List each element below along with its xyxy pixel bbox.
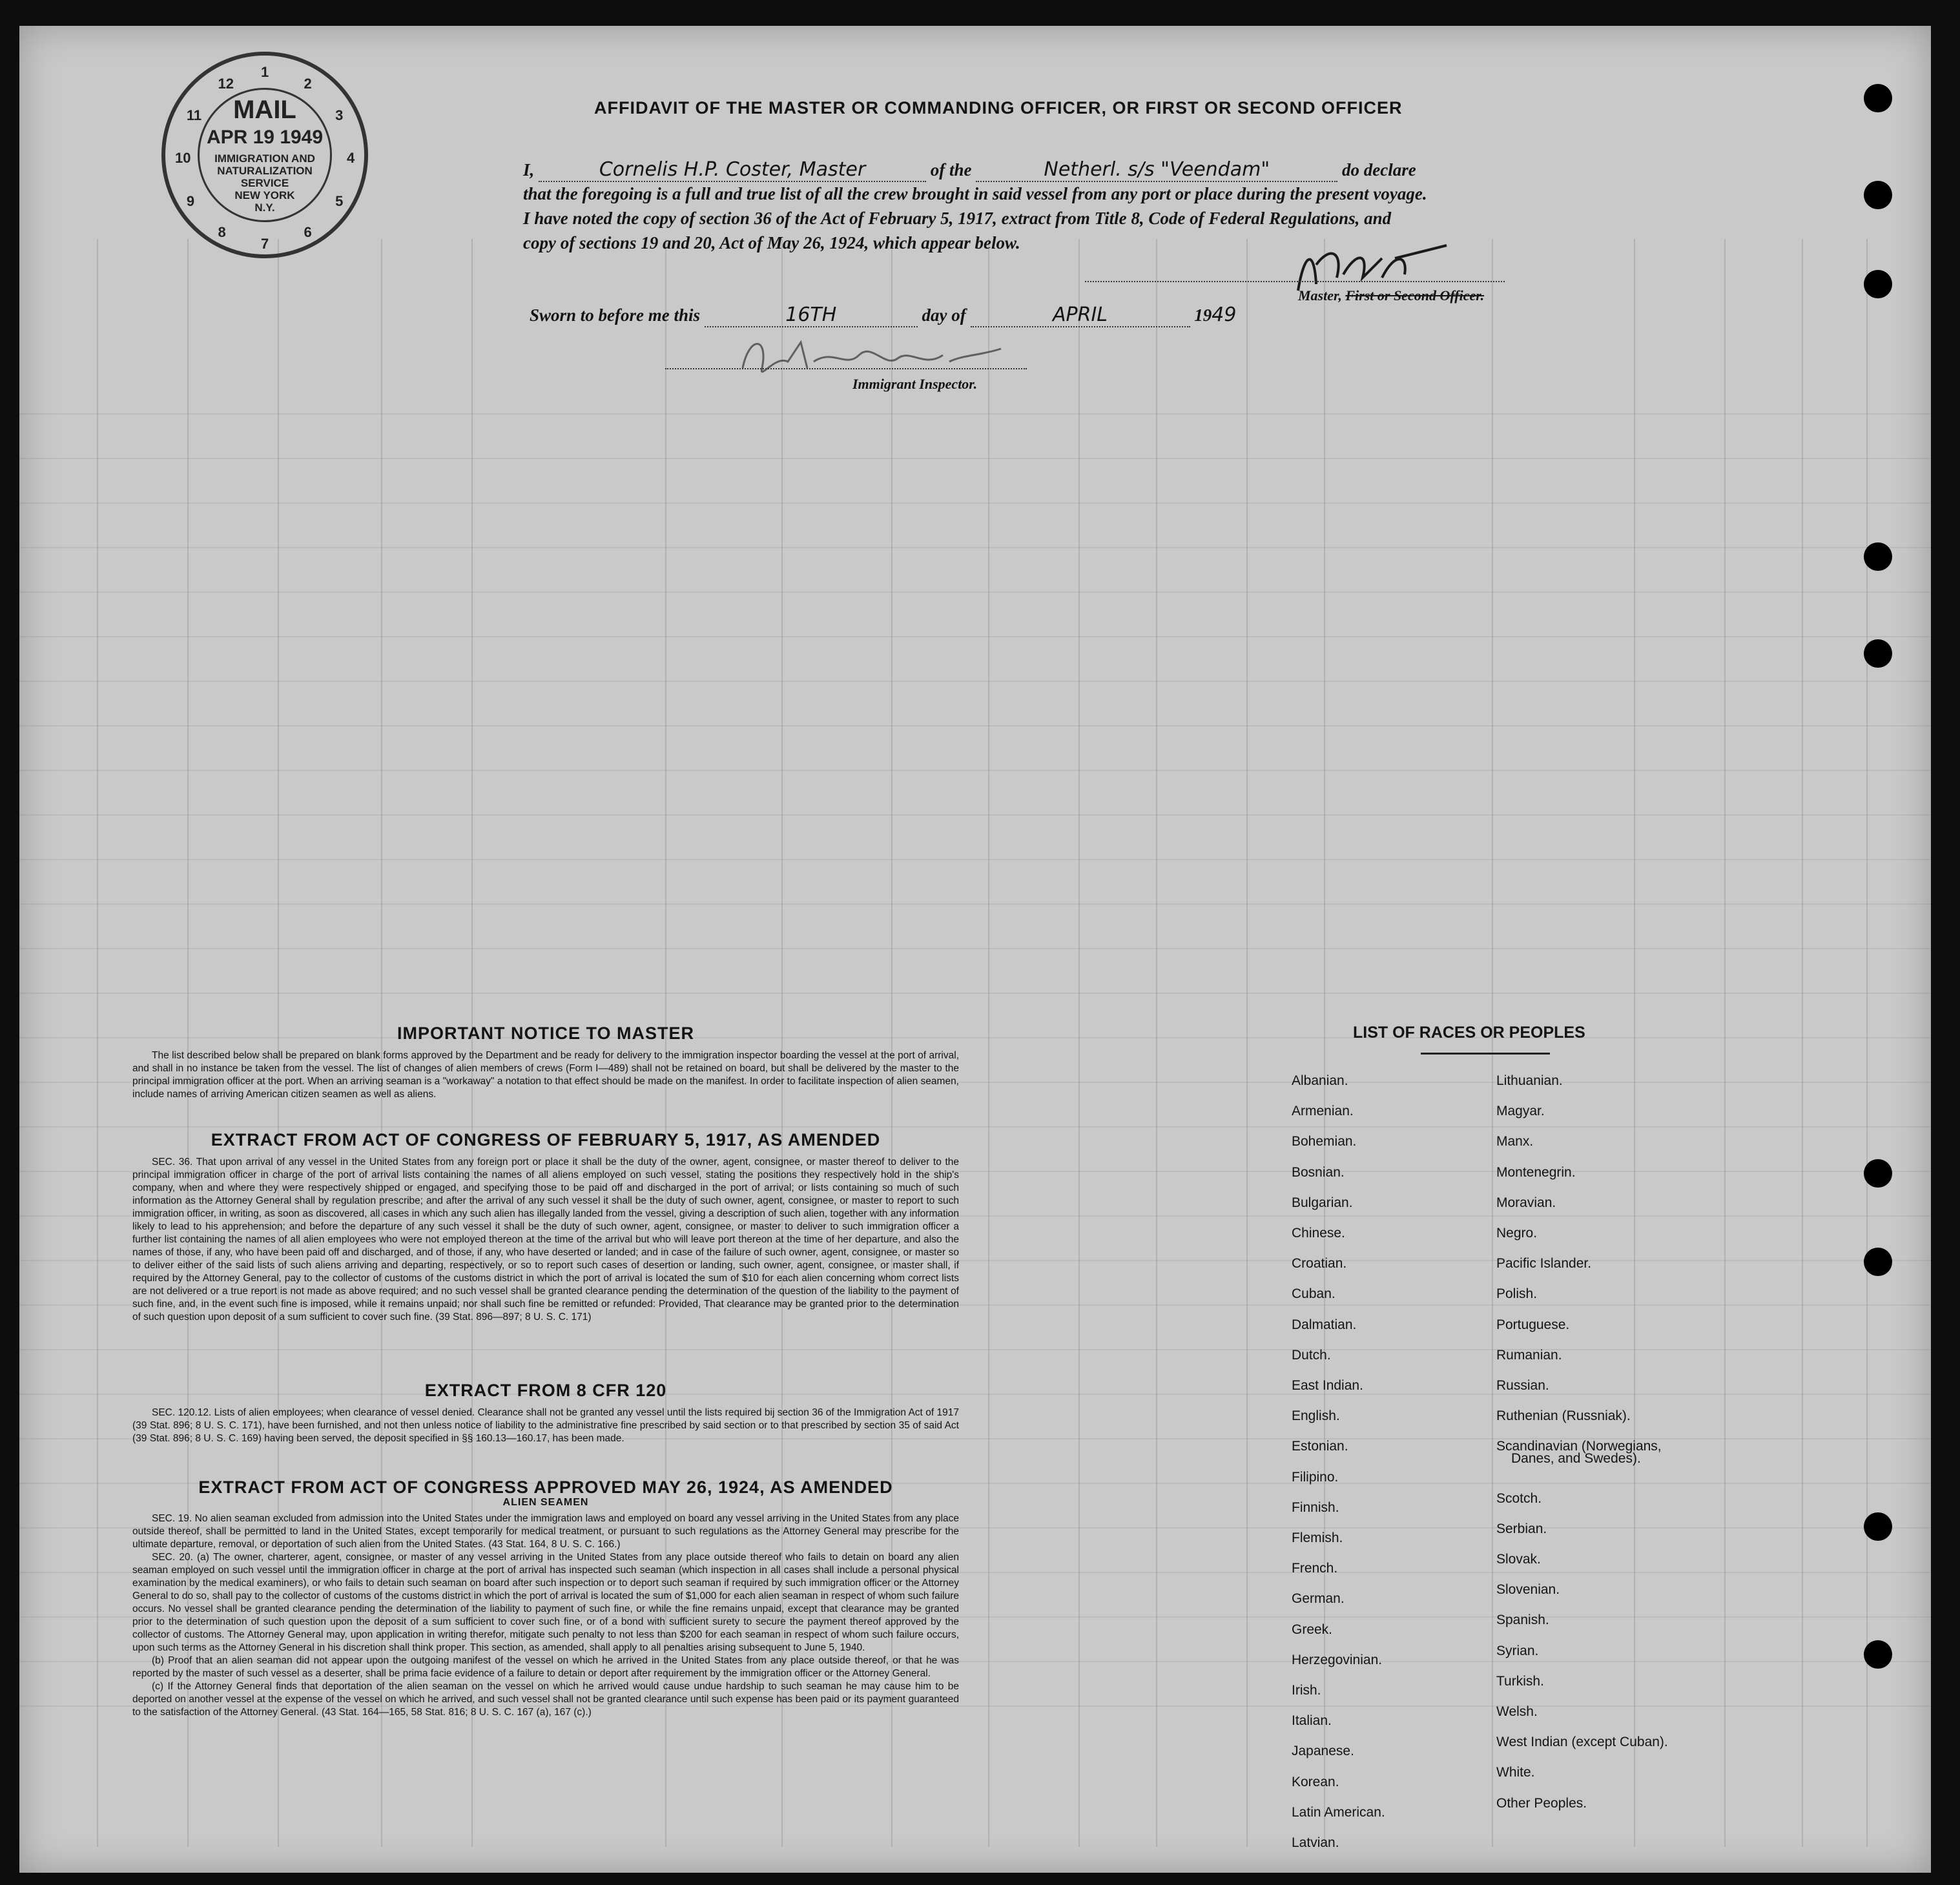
race-item: Latin American. <box>1292 1804 1385 1820</box>
race-item: Scotch. <box>1496 1490 1542 1506</box>
punch-hole <box>1864 1248 1892 1276</box>
race-item: Welsh. <box>1496 1704 1538 1719</box>
stamp-ring-number: 11 <box>186 107 202 123</box>
extract-1917-title: EXTRACT FROM ACT OF CONGRESS OF FEBRUARY 5, 1917, AS AMENDED <box>211 1130 881 1149</box>
punch-hole <box>1864 1640 1892 1669</box>
race-item: Finnish. <box>1292 1499 1339 1515</box>
sec-20a: SEC. 20. (a) The owner, charterer, agent, consignee, or master of any vessel arriving in the United States from any place outside thereof who fails to detain on board any alien seaman employed on such vessel until the immigration officer in charge at the port of arrival has inspected such seaman (which inspection in all cases shall include a personal physical examination by the medical examiners), or who fails to detain such seaman on board after such inspection or to deport such seaman if required by such immigration officer or the Attorney General to do so, shall pay to the collector of customs of the customs district in which the port of arrival is located the sum of $1,000 for each alien seaman in respect of whom such failure occurs. No vessel shall be granted clearance pending the determination of the liability to payment of such fine, or while the fine remains unpaid, except that clearance may be granted prior to the determination of such question upon the deposit of a sum sufficient to cover such fine, or of a bond with sufficient surety to secure the payment thereof approved by the collector of customs. The Attorney General may, upon application in writing therefor, mitigate such penalty to not less than $200 for each seaman in respect of whom such failure occurs, upon such terms as the Attorney General in his discretion shall think proper. This section, as amended, shall apply to all penalties arising subsequent to June 5, 1940. <box>132 1552 959 1653</box>
race-item: Polish. <box>1496 1286 1538 1302</box>
master-caption: Master, First or Second Officer. <box>1298 287 1485 304</box>
manifest-page <box>19 26 1931 1873</box>
stamp-ring-number: 12 <box>218 75 234 92</box>
race-item: Slovak. <box>1496 1552 1541 1567</box>
race-item: Serbian. <box>1496 1521 1547 1536</box>
race-item: Dutch. <box>1292 1347 1331 1363</box>
race-item: Negro. <box>1496 1226 1538 1241</box>
race-item: Other Peoples. <box>1496 1795 1587 1811</box>
punch-hole <box>1864 270 1892 298</box>
inspector-caption: Immigrant Inspector. <box>852 376 978 392</box>
stamp-line: NEW YORK <box>234 189 295 201</box>
declaration-prefix: I, <box>523 160 535 180</box>
stamp-ring-number: 6 <box>304 224 312 241</box>
master-signature-line <box>1085 281 1505 282</box>
races-divider <box>1421 1053 1550 1055</box>
affidavit-line-4: copy of sections 19 and 20, Act of May 26, 1924, which appear below. <box>523 233 1020 252</box>
race-item: White. <box>1496 1765 1535 1780</box>
notice-body: The list described below shall be prepared on blank forms approved by the Department and be ready for delivery to the immigration inspector boarding the vessel at the port of arrival, and shall in no instance be taken from the vessel. The list of changes of alien members of crews (Form I—489) shall not be retained on board, but shall be delivered by the master to the principal immigration officer at the port. When an arriving seaman is a "workaway" a notation to that effect should be made on the manifest. In order to facilitate inspection of alien seamen, include names of arriving American citizen seamen as well as aliens. <box>132 1050 959 1100</box>
stamp-line: IMMIGRATION AND <box>214 152 315 165</box>
inspector-signature-line <box>665 368 1027 369</box>
race-item: Herzegovinian. <box>1292 1652 1383 1667</box>
sworn-year-prefix: 19 <box>1194 305 1212 325</box>
race-item: Armenian. <box>1292 1104 1354 1119</box>
race-item: Flemish. <box>1292 1530 1343 1545</box>
race-item: Montenegrin. <box>1496 1164 1576 1180</box>
race-item: Japanese. <box>1292 1744 1354 1759</box>
punch-hole <box>1864 639 1892 668</box>
punch-hole <box>1864 84 1892 112</box>
race-item: Bosnian. <box>1292 1164 1345 1180</box>
declaration-mid: of the <box>930 160 972 180</box>
mail-postmark-stamp <box>161 52 368 258</box>
notice-title: IMPORTANT NOTICE TO MASTER <box>397 1024 694 1043</box>
race-item: Spanish. <box>1496 1612 1549 1628</box>
race-item: Bohemian. <box>1292 1134 1357 1149</box>
race-item: Turkish. <box>1496 1673 1544 1689</box>
sec-19: SEC. 19. No alien seaman excluded from admission into the United States under the immigration laws and employed on board any vessel arriving in the United States from any place outside thereof, shall be permitted to land in the United States, except temporarily for medical treatment, or pursuant to such regulations as the Attorney General may prescribe for the ultimate departure, removal, or deportation of such alien from the United States. (43 Stat. 164, 8 U. S. C. 166.) <box>132 1513 959 1550</box>
race-item: Pacific Islander. <box>1496 1256 1592 1272</box>
race-item: Ruthenian (Russniak). <box>1496 1408 1631 1424</box>
race-item: Bulgarian. <box>1292 1195 1353 1210</box>
stamp-line: NATURALIZATION <box>217 165 313 177</box>
stamp-ring-number: 4 <box>347 150 355 166</box>
sworn-mid: day of <box>922 305 966 325</box>
race-item: Chinese. <box>1292 1226 1345 1241</box>
sworn-month: APRIL <box>971 304 1190 327</box>
race-item: Irish. <box>1292 1683 1321 1698</box>
race-item: Magyar. <box>1496 1104 1545 1119</box>
race-item: Cuban. <box>1292 1286 1336 1302</box>
stamp-line: SERVICE <box>240 177 289 189</box>
race-item: Rumanian. <box>1496 1347 1562 1363</box>
stamp-ring-number: 5 <box>335 192 344 209</box>
punch-hole <box>1864 1159 1892 1188</box>
race-item: Russian. <box>1496 1378 1549 1393</box>
race-item: Moravian. <box>1496 1195 1556 1210</box>
punch-hole <box>1864 542 1892 571</box>
sworn-line <box>530 304 1236 327</box>
extract-1924-subtitle: ALIEN SEAMEN <box>502 1497 589 1508</box>
stamp-ring-number: 7 <box>261 236 269 252</box>
vessel-name: Netherl. s/s "Veendam" <box>976 158 1337 182</box>
declaration-suffix: do declare <box>1342 160 1416 180</box>
race-item: Portuguese. <box>1496 1317 1570 1332</box>
race-item: Filipino. <box>1292 1469 1339 1485</box>
race-item: West Indian (except Cuban). <box>1496 1735 1668 1750</box>
race-item: English. <box>1292 1408 1340 1424</box>
affidavit-title: AFFIDAVIT OF THE MASTER OR COMMANDING OFFICER, OR FIRST OR SECOND OFFICER <box>594 98 1403 118</box>
affidavit-declaration-line <box>523 158 1416 182</box>
affidavit-line-3: I have noted the copy of section 36 of the Act of February 5, 1917, extract from Title 8, Code of Federal Regulations, and <box>523 209 1392 228</box>
extract-1924-title: EXTRACT FROM ACT OF CONGRESS APPROVED MAY 26, 1924, AS AMENDED <box>198 1478 893 1497</box>
stamp-ring-number: 2 <box>304 75 312 92</box>
stamp-line: N.Y. <box>254 201 275 214</box>
race-item: East Indian. <box>1292 1378 1363 1393</box>
stamp-ring-number: 1 <box>261 64 269 80</box>
race-item: Lithuanian. <box>1496 1073 1563 1088</box>
race-item: Syrian. <box>1496 1643 1539 1658</box>
race-item: French. <box>1292 1561 1338 1576</box>
race-item: Slovenian. <box>1496 1582 1560 1598</box>
extract-8cfr-body: SEC. 120.12. Lists of alien employees; when clearance of vessel denied. Clearance shall not be granted any vessel until the lists required bij section 36 of the Immigration Act of 1917 (39 Stat. 896; 8 U. S. C. 171), have been furnished, and not then unless notice of liability to the administrative fine prescribed by said section or to that prescribed by section 35 of said Act (39 Stat. 896; 8 U. S. C. 169) having been served, the deposit specified in §§ 160.13—160.17, has been made. <box>132 1407 959 1444</box>
races-title: LIST OF RACES OR PEOPLES <box>1353 1024 1585 1042</box>
extract-1917-body: SEC. 36. That upon arrival of any vessel in the United States from any foreign port or place it shall be the duty of the owner, agent, consignee, or master thereof to deliver to the principal immigration officer in charge of the port of arrival lists containing the names of all aliens employed on such vessel, stating the positions they respectively hold in the ship's company, when and where they were respectively shipped or engaged, and specifying those to be paid off and discharged in the port of arrival; or lists containing so much of such information as the Attorney General shall by regulation prescribe; and after the arrival of any such vessel it shall be the duty of such owner, agent, consignee, or master to report to such immigration officer, in writing, as soon as discovered, all cases in which any such alien has illegally landed from the vessel, giving a description of such alien, together with any information likely to lead to his apprehension; and before the departure of any such vessel it shall be the duty of such owner, agent, consignee, or master to deliver to such immigration officer a further list containing the names of all alien employees who were not employed thereon at the time of the arrival but who will leave port thereon at the time of her departure, and also the names of those, if any, who have been paid off and discharged, and of those, if any, who have deserted or landed; and in case of the failure of such owner, agent, consignee, or master so to deliver either of the said lists of such aliens arriving and departing, respectively, or so to report such cases of desertion or landing, such owner, agent, consignee, or master shall, if required by the Attorney General, pay to the collector of customs of the customs district in which the port of arrival is located the sum of $10 for each alien concerning whom correct lists are not delivered or a true report is not made as above required; and no such vessel shall be granted clearance pending the determination of the question of the liability to the payment of such fine, and, in the event such fine is imposed, while it remains unpaid; nor shall such fine be remitted or refunded: Provided, That clearance may be granted prior to the determination of such question upon deposit of a sum sufficient to cover such fine. (39 Stat. 896—897; 8 U. S. C. 171) <box>132 1157 959 1323</box>
race-item: Latvian. <box>1292 1835 1339 1850</box>
sec-20b: (b) Proof that an alien seaman did not appear upon the outgoing manifest of the vessel on which he arrived in the United States from any place outside thereof, or that he was reported by the master of such vessel as a deserter, shall be prima facie evidence of a failure to detain or deport after requirement by the immigration officer or the Attorney General. <box>132 1655 959 1679</box>
sec-20c: (c) If the Attorney General finds that deportation of the alien seaman on the vessel on which he arrived would cause undue hardship to such seaman he may cause him to be deported on another vessel at the expense of the vessel on which he arrived, and such vessel shall not be granted clearance until such expense has been paid or its payment guaranteed to the satisfaction of the Attorney General. (43 Stat. 164—165, 58 Stat. 816; 8 U. S. C. 167 (a), 167 (c).) <box>132 1681 959 1718</box>
punch-hole <box>1864 1512 1892 1541</box>
race-item: German. <box>1292 1591 1345 1607</box>
sworn-year: 49 <box>1212 304 1237 326</box>
sworn-day: 16TH <box>705 304 918 327</box>
stamp-ring-number: 9 <box>186 192 195 209</box>
race-item: Croatian. <box>1292 1256 1347 1272</box>
stamp-mail: MAIL <box>233 96 296 124</box>
race-item: Greek. <box>1292 1622 1333 1637</box>
race-item: Estonian. <box>1292 1439 1348 1454</box>
affidavit-line-2: that the foregoing is a full and true list of all the crew brought in said vessel from any port or place during the present voyage. <box>523 184 1427 203</box>
race-item: Danes, and Swedes). <box>1511 1451 1641 1467</box>
race-item: Italian. <box>1292 1713 1332 1729</box>
sworn-prefix: Sworn to before me this <box>530 305 701 325</box>
race-item: Dalmatian. <box>1292 1317 1357 1332</box>
extract-8cfr-title: EXTRACT FROM 8 CFR 120 <box>424 1381 667 1400</box>
stamp-ring-number: 3 <box>335 107 344 123</box>
punch-hole <box>1864 181 1892 209</box>
race-item: Albanian. <box>1292 1073 1348 1088</box>
race-item: Manx. <box>1496 1134 1534 1149</box>
master-name: Cornelis H.P. Coster, Master <box>539 158 926 182</box>
race-item: Korean. <box>1292 1774 1339 1789</box>
stamp-date: APR 19 1949 <box>206 127 324 148</box>
stamp-ring-number: 8 <box>218 224 226 241</box>
race-item: Scandinavian (Norwegians, <box>1496 1439 1662 1454</box>
stamp-ring-number: 10 <box>175 150 191 166</box>
extract-1924-body <box>132 1512 959 1719</box>
